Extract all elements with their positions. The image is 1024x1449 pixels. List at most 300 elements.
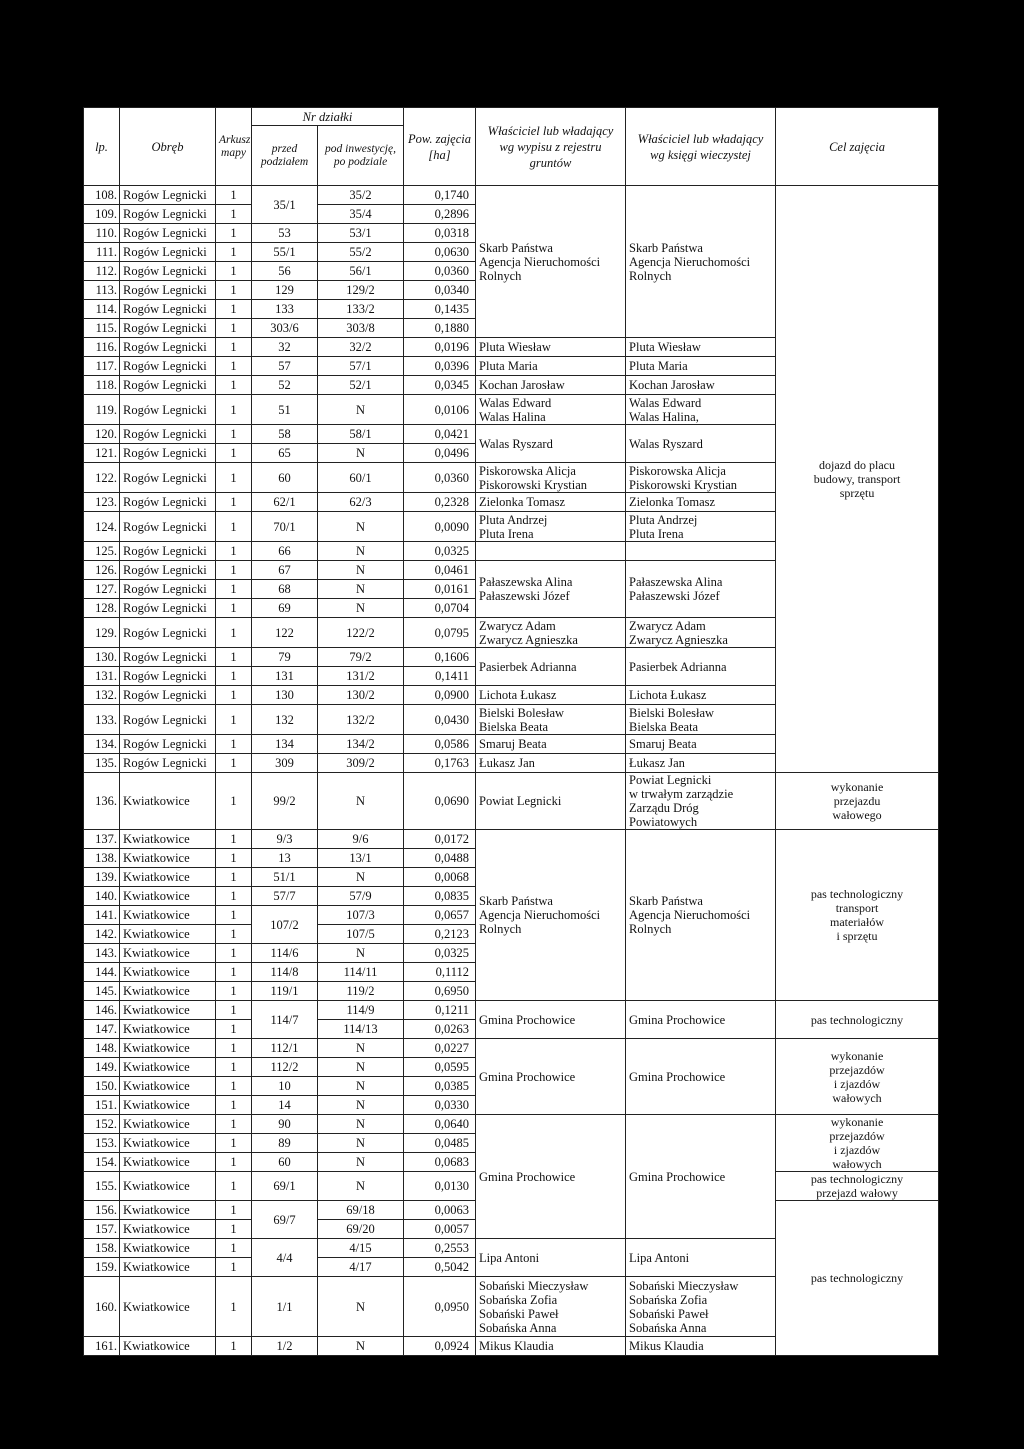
cell-pod: N [318,1039,404,1058]
cell-owner-rejestr-line: Zwarycz Agnieszka [479,632,578,647]
cell-przed: 112/2 [252,1058,318,1077]
cell-owner-rejestr-line: Lichota Łukasz [479,688,557,702]
cell-przed: 58 [252,425,318,444]
cell-arkusz: 1 [216,1096,252,1115]
cell-pow: 0,0421 [404,425,476,444]
cell-arkusz: 1 [216,395,252,425]
cell-lp: 111. [84,243,120,262]
cell-owner-ksiega [626,735,776,754]
cell-pod: 133/2 [318,300,404,319]
cell-arkusz: 1 [216,444,252,463]
cell-arkusz: 1 [216,1220,252,1239]
cell-lp: 115. [84,319,120,338]
cell-arkusz: 1 [216,754,252,773]
cell-owner-ksiega-line: Łukasz Jan [629,756,685,770]
cell-pow: 0,0835 [404,887,476,906]
cell-arkusz: 1 [216,906,252,925]
cell-pow: 0,1740 [404,186,476,205]
cell-pow: 0,0057 [404,1220,476,1239]
cell-arkusz: 1 [216,262,252,281]
cell-przed: 69/7 [252,1201,318,1239]
cell-owner-ksiega-line: Zarządu Dróg [629,801,699,815]
cell-pow: 0,0690 [404,773,476,830]
cell-owner-rejestr [476,1039,626,1115]
cell-arkusz: 1 [216,618,252,648]
cell-pod: N [318,1277,404,1337]
cell-owner-rejestr [476,1115,626,1239]
header-nr-dzialki: Nr działki [252,108,404,126]
cell-pow: 0,1411 [404,667,476,686]
cell-pod: 4/17 [318,1258,404,1277]
cell-owner-ksiega [626,395,776,425]
cell-lp: 147. [84,1020,120,1039]
cell-owner-ksiega [626,493,776,512]
header-wlasciciel-ksiega: Właściciel lub władający wg księgi wieczystej [626,108,776,186]
cell-pod: 69/20 [318,1220,404,1239]
cell-przed: 99/2 [252,773,318,830]
cell-owner-rejestr [476,735,626,754]
cell-obreb: Rogów Legnicki [120,561,216,580]
cell-pow: 0,1112 [404,963,476,982]
cell-lp: 128. [84,599,120,618]
cell-lp: 127. [84,580,120,599]
cell-lp: 117. [84,357,120,376]
cell-owner-ksiega-line: Pluta Wiesław [629,340,701,354]
cell-lp: 112. [84,262,120,281]
cell-obreb: Kwiatkowice [120,830,216,849]
cell-lp: 131. [84,667,120,686]
cell-przed: 32 [252,338,318,357]
cell-obreb: Rogów Legnicki [120,319,216,338]
cell-obreb: Kwiatkowice [120,887,216,906]
cell-owner-ksiega [626,1337,776,1356]
cell-owner-rejestr [476,542,626,561]
cell-obreb: Rogów Legnicki [120,376,216,395]
cell-cel-line: wałowego [832,808,882,822]
cell-lp: 154. [84,1153,120,1172]
cell-owner-rejestr-line: Walas Halina [479,409,546,424]
cell-obreb: Rogów Legnicki [120,262,216,281]
cell-obreb: Rogów Legnicki [120,281,216,300]
cell-owner-rejestr-line: Agencja Nieruchomości [479,908,601,922]
cell-lp: 124. [84,512,120,542]
cell-arkusz: 1 [216,300,252,319]
header-obreb: Obręb [120,108,216,186]
cell-przed: 62/1 [252,493,318,512]
cell-owner-rejestr-line: Rolnych [479,922,522,936]
cell-owner-ksiega [626,648,776,686]
cell-pod: 35/2 [318,186,404,205]
cell-lp: 155. [84,1172,120,1201]
cell-owner-rejestr-line: Pasierbek Adrianna [479,659,577,674]
cell-obreb: Rogów Legnicki [120,599,216,618]
cell-pod: N [318,1153,404,1172]
cell-obreb: Kwiatkowice [120,1077,216,1096]
cell-pod: N [318,1058,404,1077]
cell-obreb: Rogów Legnicki [120,512,216,542]
cell-cel-line: wykonanie [830,780,884,794]
cell-obreb: Rogów Legnicki [120,425,216,444]
cell-pod: 309/2 [318,754,404,773]
document-page [83,107,938,1356]
cell-pow: 0,0360 [404,262,476,281]
header-arkusz: Arkusz mapy [216,108,252,186]
cell-pod: 134/2 [318,735,404,754]
cell-przed: 79 [252,648,318,667]
cell-pow: 0,0461 [404,561,476,580]
cell-owner-ksiega-line: Agencja Nieruchomości [629,908,751,922]
cell-owner-ksiega-line: Pasierbek Adrianna [629,659,727,674]
parcel-table [83,107,939,1356]
cell-przed: 130 [252,686,318,705]
cell-owner-rejestr-line: Skarb Państwa [479,240,553,255]
cell-arkusz: 1 [216,319,252,338]
cell-arkusz: 1 [216,281,252,300]
cell-przed: 114/6 [252,944,318,963]
cell-lp: 142. [84,925,120,944]
cell-cel [776,186,939,773]
cell-lp: 122. [84,463,120,493]
cell-pow: 0,2553 [404,1239,476,1258]
cell-obreb: Rogów Legnicki [120,205,216,224]
cell-arkusz: 1 [216,425,252,444]
cell-lp: 116. [84,338,120,357]
cell-owner-rejestr [476,357,626,376]
cell-owner-ksiega [626,1115,776,1239]
cell-pod: 57/9 [318,887,404,906]
cell-pod: 60/1 [318,463,404,493]
cell-pow: 0,0227 [404,1039,476,1058]
cell-owner-ksiega [626,463,776,493]
cell-arkusz: 1 [216,542,252,561]
cell-arkusz: 1 [216,1153,252,1172]
cell-owner-rejestr-line: Walas Edward [479,395,552,410]
cell-owner-rejestr-line: Walas Ryszard [479,436,553,451]
cell-pod: N [318,1172,404,1201]
cell-obreb: Kwiatkowice [120,1058,216,1077]
cell-owner-rejestr [476,1239,626,1277]
header-pow: Pow. zajęcia [ha] [404,108,476,186]
cell-lp: 161. [84,1337,120,1356]
cell-owner-rejestr [476,561,626,618]
cell-przed: 70/1 [252,512,318,542]
cell-owner-ksiega-line: Rolnych [629,922,672,936]
cell-lp: 130. [84,648,120,667]
cell-pow: 0,0430 [404,705,476,735]
cell-obreb: Rogów Legnicki [120,395,216,425]
cell-lp: 157. [84,1220,120,1239]
cell-obreb: Rogów Legnicki [120,243,216,262]
cell-pod: 56/1 [318,262,404,281]
cell-cel-line: pas technologiczny [810,1172,904,1186]
cell-pow: 0,0325 [404,944,476,963]
cell-pod: N [318,1134,404,1153]
cell-lp: 134. [84,735,120,754]
cell-arkusz: 1 [216,925,252,944]
cell-przed: 1/1 [252,1277,318,1337]
cell-arkusz: 1 [216,205,252,224]
cell-owner-ksiega [626,186,776,338]
cell-arkusz: 1 [216,1001,252,1020]
cell-obreb: Rogów Legnicki [120,493,216,512]
cell-pow: 0,2328 [404,493,476,512]
cell-owner-rejestr-line: Gmina Prochowice [479,1012,576,1027]
cell-pod: 35/4 [318,205,404,224]
cell-przed: 129 [252,281,318,300]
cell-owner-rejestr [476,493,626,512]
header-wlasciciel-rejestr: Właściciel lub władający wg wypisu z rejestru gruntów [476,108,626,186]
cell-pow: 0,0900 [404,686,476,705]
cell-owner-ksiega-line: Mikus Klaudia [629,1339,704,1353]
cell-cel-line: przejazdu [833,794,881,808]
cell-pow: 0,0630 [404,243,476,262]
cell-owner-ksiega-line: Gmina Prochowice [629,1012,726,1027]
cell-owner-ksiega-line: Gmina Prochowice [629,1169,726,1184]
cell-owner-rejestr [476,686,626,705]
cell-owner-rejestr [476,773,626,830]
cell-pow: 0,0130 [404,1172,476,1201]
cell-przed: 114/7 [252,1001,318,1039]
cell-owner-ksiega [626,773,776,830]
cell-obreb: Kwiatkowice [120,1001,216,1020]
cell-owner-ksiega-line: w trwałym zarządzie [629,787,734,801]
cell-owner-ksiega [626,542,776,561]
cell-owner-ksiega-line: Powiatowych [629,815,698,829]
cell-przed: 122 [252,618,318,648]
cell-cel [776,1039,939,1115]
cell-owner-ksiega [626,754,776,773]
cell-cel-line: transport [835,901,879,915]
cell-pow: 0,1211 [404,1001,476,1020]
cell-owner-ksiega-line: Pałaszewski Józef [629,589,720,603]
cell-przed: 90 [252,1115,318,1134]
cell-owner-rejestr-line: Gmina Prochowice [479,1169,576,1184]
cell-lp: 126. [84,561,120,580]
cell-pow: 0,6950 [404,982,476,1001]
cell-owner-rejestr [476,463,626,493]
cell-pow: 0,0345 [404,376,476,395]
cell-obreb: Kwiatkowice [120,1337,216,1356]
cell-obreb: Kwiatkowice [120,773,216,830]
cell-przed: 1/2 [252,1337,318,1356]
cell-arkusz: 1 [216,1020,252,1039]
cell-obreb: Rogów Legnicki [120,542,216,561]
cell-lp: 149. [84,1058,120,1077]
cell-owner-ksiega-line: Rolnych [629,268,672,283]
cell-arkusz: 1 [216,944,252,963]
cell-owner-rejestr [476,1277,626,1337]
cell-arkusz: 1 [216,963,252,982]
cell-owner-rejestr [476,648,626,686]
cell-owner-rejestr [476,1337,626,1356]
cell-lp: 158. [84,1239,120,1258]
cell-pow: 0,5042 [404,1258,476,1277]
cell-owner-rejestr-line: Powiat Legnicki [479,794,562,808]
cell-pow: 0,2896 [404,205,476,224]
cell-pod: N [318,561,404,580]
cell-owner-rejestr-line: Rolnych [479,268,522,283]
cell-cel-line: przejazdów [829,1062,885,1077]
cell-owner-ksiega-line: Lichota Łukasz [629,688,707,702]
cell-pow: 0,0657 [404,906,476,925]
cell-lp: 109. [84,205,120,224]
cell-owner-ksiega-line: Sobańska Anna [629,1320,707,1335]
table-row [84,773,939,830]
cell-arkusz: 1 [216,580,252,599]
cell-obreb: Rogów Legnicki [120,338,216,357]
header-lp: lp. [84,108,120,186]
cell-owner-ksiega-line: Agencja Nieruchomości [629,254,751,269]
cell-owner-rejestr-line: Bielski Bolesław [479,705,565,720]
cell-pod: N [318,512,404,542]
cell-lp: 108. [84,186,120,205]
cell-owner-ksiega-line: Piskorowska Alicja [629,463,726,478]
cell-lp: 138. [84,849,120,868]
cell-arkusz: 1 [216,686,252,705]
cell-lp: 152. [84,1115,120,1134]
cell-cel-line: wałowych [832,1157,882,1171]
cell-przed: 133 [252,300,318,319]
cell-arkusz: 1 [216,1277,252,1337]
cell-owner-rejestr [476,830,626,1001]
cell-pow: 0,0063 [404,1201,476,1220]
cell-pow: 0,0340 [404,281,476,300]
cell-pod: N [318,944,404,963]
cell-owner-rejestr-line: Mikus Klaudia [479,1339,554,1353]
cell-cel-line: pas technologiczny [810,1012,904,1027]
cell-obreb: Kwiatkowice [120,1134,216,1153]
cell-pod: N [318,1337,404,1356]
cell-arkusz: 1 [216,705,252,735]
cell-lp: 139. [84,868,120,887]
cell-lp: 151. [84,1096,120,1115]
cell-owner-rejestr-line: Pluta Irena [479,526,534,541]
cell-obreb: Rogów Legnicki [120,357,216,376]
cell-pow: 0,0586 [404,735,476,754]
cell-obreb: Rogów Legnicki [120,186,216,205]
cell-lp: 114. [84,300,120,319]
cell-przed: 65 [252,444,318,463]
cell-pod: N [318,542,404,561]
cell-lp: 113. [84,281,120,300]
cell-cel-line: dojazd do placu [819,458,895,472]
cell-owner-ksiega-line: Bielska Beata [629,719,699,734]
table-row [84,1115,939,1134]
cell-owner-ksiega-line: Lipa Antoni [629,1250,690,1265]
cell-owner-ksiega-line: Zwarycz Agnieszka [629,632,728,647]
cell-przed: 114/8 [252,963,318,982]
cell-lp: 156. [84,1201,120,1220]
cell-pod: N [318,1115,404,1134]
cell-pow: 0,0496 [404,444,476,463]
cell-owner-ksiega-line: Gmina Prochowice [629,1069,726,1084]
cell-pow: 0,0704 [404,599,476,618]
cell-pod: 69/18 [318,1201,404,1220]
table-row [84,1039,939,1058]
cell-przed: 89 [252,1134,318,1153]
cell-arkusz: 1 [216,224,252,243]
cell-pow: 0,0263 [404,1020,476,1039]
cell-owner-ksiega [626,512,776,542]
cell-owner-ksiega [626,561,776,618]
cell-owner-rejestr-line: Lipa Antoni [479,1250,540,1265]
cell-przed: 67 [252,561,318,580]
cell-obreb: Kwiatkowice [120,944,216,963]
cell-cel-line: wykonanie [830,1048,884,1063]
cell-arkusz: 1 [216,1337,252,1356]
cell-arkusz: 1 [216,376,252,395]
cell-pod: 57/1 [318,357,404,376]
cell-obreb: Kwiatkowice [120,1096,216,1115]
cell-pow: 0,0161 [404,580,476,599]
cell-owner-rejestr [476,186,626,338]
cell-owner-ksiega-line: Sobańska Zofia [629,1292,708,1307]
cell-pod: 303/8 [318,319,404,338]
cell-owner-ksiega [626,338,776,357]
cell-owner-rejestr-line: Pluta Wiesław [479,340,551,354]
cell-owner-ksiega [626,1039,776,1115]
cell-obreb: Kwiatkowice [120,1020,216,1039]
cell-owner-rejestr-line: Kochan Jarosław [479,378,565,392]
cell-cel-line: przejazd wałowy [816,1186,898,1200]
cell-owner-ksiega [626,830,776,1001]
cell-obreb: Kwiatkowice [120,1172,216,1201]
cell-arkusz: 1 [216,1077,252,1096]
cell-pow: 0,1880 [404,319,476,338]
cell-owner-rejestr-line: Pałaszewski Józef [479,589,570,603]
cell-pod: 114/13 [318,1020,404,1039]
cell-owner-rejestr [476,512,626,542]
cell-lp: 121. [84,444,120,463]
cell-przed: 35/1 [252,186,318,224]
cell-owner-rejestr-line: Gmina Prochowice [479,1069,576,1084]
cell-arkusz: 1 [216,561,252,580]
cell-owner-ksiega [626,357,776,376]
cell-cel-line: pas technologiczny [810,1271,904,1285]
cell-owner-ksiega-line: Walas Halina, [629,409,699,424]
cell-arkusz: 1 [216,667,252,686]
cell-arkusz: 1 [216,830,252,849]
cell-owner-ksiega-line: Kochan Jarosław [629,378,715,392]
cell-pod: 79/2 [318,648,404,667]
cell-lp: 153. [84,1134,120,1153]
cell-przed: 57/7 [252,887,318,906]
header-przed: przed podziałem [252,126,318,186]
cell-obreb: Rogów Legnicki [120,754,216,773]
cell-obreb: Kwiatkowice [120,1039,216,1058]
cell-owner-ksiega [626,705,776,735]
cell-lp: 133. [84,705,120,735]
cell-pow: 0,0318 [404,224,476,243]
cell-arkusz: 1 [216,1039,252,1058]
cell-lp: 140. [84,887,120,906]
cell-pow: 0,0485 [404,1134,476,1153]
cell-lp: 120. [84,425,120,444]
cell-pod: 122/2 [318,618,404,648]
cell-przed: 303/6 [252,319,318,338]
cell-cel [776,1201,939,1356]
cell-obreb: Rogów Legnicki [120,735,216,754]
cell-obreb: Kwiatkowice [120,868,216,887]
cell-pow: 0,1606 [404,648,476,667]
cell-lp: 145. [84,982,120,1001]
cell-obreb: Kwiatkowice [120,1277,216,1337]
cell-owner-rejestr-line: Sobańska Anna [479,1320,557,1335]
cell-owner-rejestr-line: Sobański Paweł [479,1306,559,1321]
cell-pod: 52/1 [318,376,404,395]
cell-pod: N [318,773,404,830]
cell-lp: 119. [84,395,120,425]
